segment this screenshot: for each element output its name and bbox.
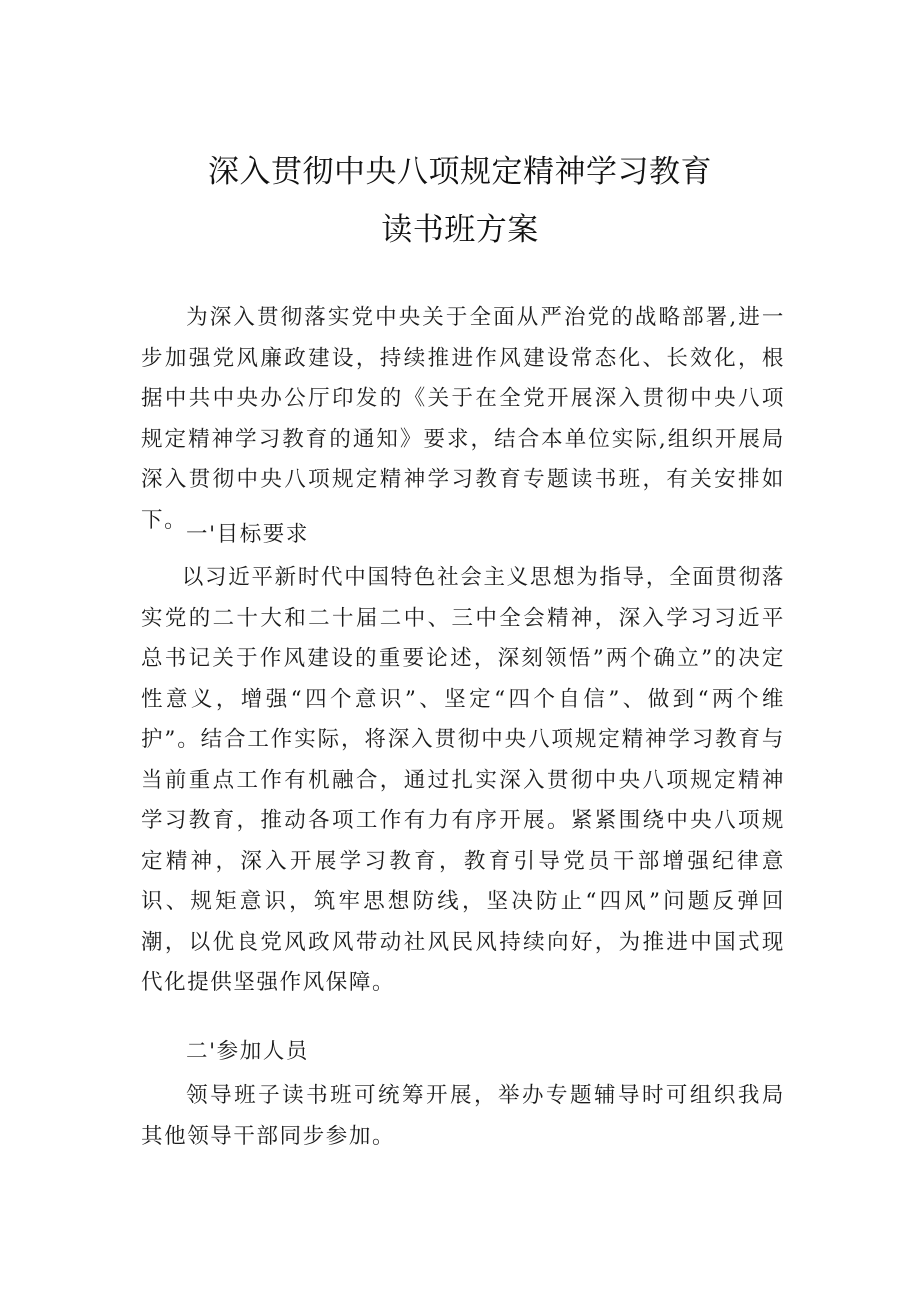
section-1-heading: 一'目标要求: [186, 522, 310, 547]
intro-paragraph: 为深入贯彻落实党中央关于全面从严治党的战略部署,进一步加强党风廉政建设，持续推进作风建设常态化、长效化，根据中共中央办公厅印发的《关于在全党开展深入贯彻中央八项规定精神学习教育的通知》要求，结合本单位实际,组织开展局深入贯彻中央八项规定精神学习教育专题读书班，有关安排如下。: [141, 305, 785, 533]
section-2-paragraph: 领导班子读书班可统筹开展，举办专题辅导时可组织我局其他领导干部同步参加。: [141, 1083, 785, 1149]
document-title-line-2: 读书班方案: [381, 212, 539, 248]
section-2-heading: 二'参加人员: [186, 1039, 310, 1064]
document-title-line-1: 深入贯彻中央八项规定精神学习教育: [208, 154, 712, 190]
section-1-paragraph: 以习近平新时代中国特色社会主义思想为指导，全面贯彻落实党的二十大和二十届二中、三中全会精神，深入学习习近平总书记关于作风建设的重要论述，深刻领悟”两个确立”的决定性意义，增强“四个意识”、坚定“四个自信”、做到“两个维护”。结合工作实际，将深入贯彻中央八项规定精神学习教育与当前重点工作有机融合，通过扎实深入贯彻中央八项规定精神学习教育，推动各项工作有力有序开展。紧紧围绕中央八项规定精神，深入开展学习教育，教育引导党员干部增强纪律意识、规矩意识，筑牢思想防线，坚决防止“四风”问题反弹回潮，以优良党风政风带动社风民风持续向好，为推进中国式现代化提供坚强作风保障。: [141, 565, 785, 995]
